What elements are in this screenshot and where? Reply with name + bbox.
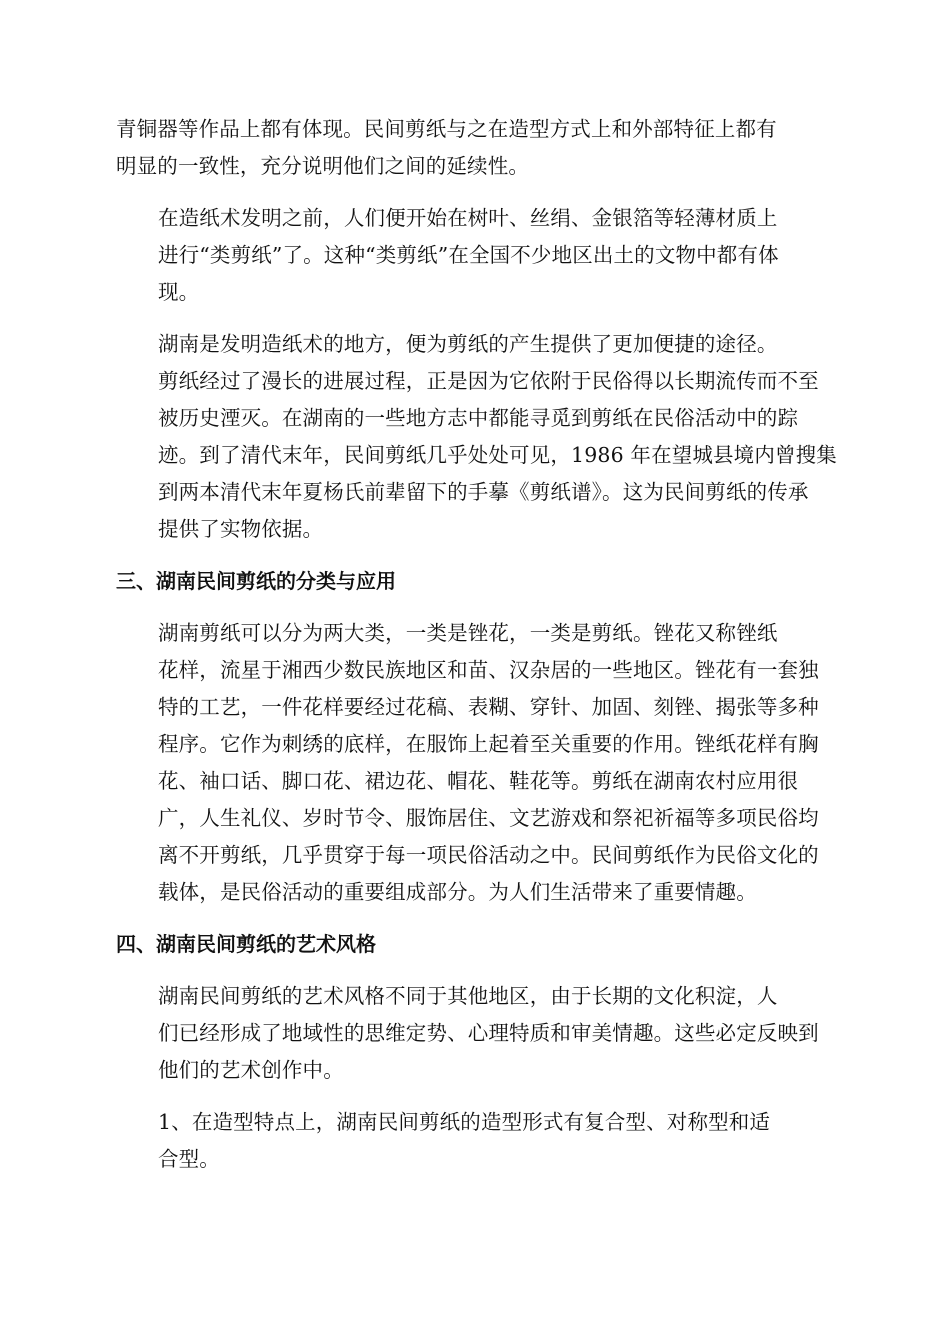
paragraph-line: 剪纸经过了漫长的进展过程，正是因为它依附于民俗得以长期流传而不至 <box>158 369 819 393</box>
paragraph-line: 湖南民间剪纸的艺术风格不同于其他地区，由于长期的文化积淀，人 <box>158 984 778 1008</box>
paragraph <box>116 326 837 548</box>
paragraph-line: 他们的艺术创作中。 <box>158 1058 344 1082</box>
section-heading: 四、湖南民间剪纸的艺术风格 <box>116 932 376 956</box>
paragraph-line: 青铜器等作品上都有体现。民间剪纸与之在造型方式上和外部特征上都有 <box>116 117 777 141</box>
paragraph-line: 明显的一致性，充分说明他们之间的延续性。 <box>116 154 529 178</box>
paragraph-line: 湖南是发明造纸术的地方，便为剪纸的产生提供了更加便捷的途径。 <box>158 332 778 356</box>
paragraph <box>116 978 834 1089</box>
paragraph-line: 被历史湮灭。在湖南的一些地方志中都能寻觅到剪纸在民俗活动中的踪 <box>158 406 799 430</box>
paragraph-line: 1、在造型特点上，湖南民间剪纸的造型形式有复合型、对称型和适 <box>158 1110 771 1134</box>
paragraph <box>116 200 834 311</box>
paragraph-line: 到两本清代末年夏杨氏前辈留下的手摹《剪纸谱》。这为民间剪纸的传承 <box>158 480 809 504</box>
paragraph-line: 提供了实物依据。 <box>158 517 324 541</box>
section-heading: 三、湖南民间剪纸的分类与应用 <box>116 569 396 593</box>
paragraph <box>116 111 834 185</box>
paragraph-line: 现。 <box>158 280 200 304</box>
paragraph-line: 进行“类剪纸”了。这种“类剪纸”在全国不少地区出土的文物中都有体 <box>158 243 779 267</box>
paragraph <box>116 1104 834 1178</box>
paragraph-line: 们已经形成了地域性的思维定势、心理特质和审美情趣。这些必定反映到 <box>158 1021 819 1045</box>
paragraph-line: 合型。 <box>158 1147 220 1171</box>
paragraph-line: 在造纸术发明之前，人们便开始在树叶、丝绢、金银箔等轻薄材质上 <box>158 206 778 230</box>
paragraph-line: 湖南剪纸可以分为两大类，一类是锉花，一类是剪纸。锉花又称锉纸 <box>158 621 778 645</box>
paragraph-line: 迹。到了清代末年，民间剪纸几乎处处可见，1986 年在望城县境内曾搜集 <box>158 443 837 467</box>
paragraph-line: 程序。它作为刺绣的底样，在服饰上起着至关重要的作用。锉纸花样有胸 <box>158 732 819 756</box>
paragraph <box>116 615 834 911</box>
paragraph-line: 花样，流星于湘西少数民族地区和苗、汉杂居的一些地区。锉花有一套独 <box>158 658 819 682</box>
document-body <box>116 111 837 1193</box>
paragraph-line: 载体，是民俗活动的重要组成部分。为人们生活带来了重要情趣。 <box>158 880 757 904</box>
paragraph-line: 花、袖口话、脚口花、裙边花、帽花、鞋花等。剪纸在湖南农村应用很 <box>158 769 799 793</box>
paragraph-line: 广，人生礼仪、岁时节令、服饰居住、文艺游戏和祭祀祈福等多项民俗均 <box>158 806 819 830</box>
paragraph-line: 特的工艺，一件花样要经过花稿、表糊、穿针、加固、刻锉、揭张等多种 <box>158 695 819 719</box>
paragraph-line: 离不开剪纸，几乎贯穿于每一项民俗活动之中。民间剪纸作为民俗文化的 <box>158 843 819 867</box>
